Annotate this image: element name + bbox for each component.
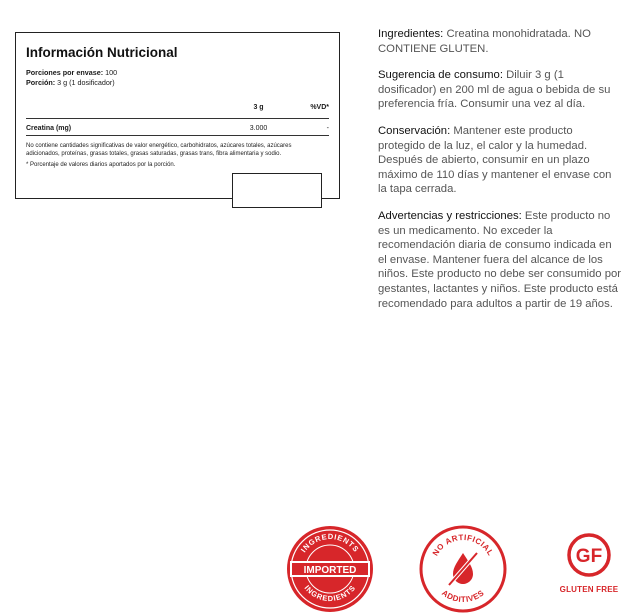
gluten-free-label: GLUTEN FREE bbox=[559, 585, 619, 594]
storage-label: Conservación: bbox=[378, 124, 451, 137]
imported-center-text: IMPORTED bbox=[303, 565, 357, 576]
servings-info bbox=[26, 68, 329, 88]
gluten-free-icon bbox=[544, 523, 634, 615]
nutrition-note: No contiene cantidades significativas de valor energético, carbohidratos, azúcares totales, azúcares adicionados, proteínas, grasas totales, grasas saturadas, grasas trans, fibra alimentaria y sodio. bbox=[26, 143, 292, 157]
nutrition-row bbox=[26, 119, 329, 136]
usage-paragraph bbox=[378, 68, 622, 112]
servings-value: 100 bbox=[105, 68, 118, 77]
ingredients-paragraph bbox=[378, 27, 622, 56]
column-vd: %VD* bbox=[310, 104, 329, 111]
storage-paragraph bbox=[378, 124, 622, 197]
imported-bottom-text: INGREDIENTS bbox=[302, 583, 358, 604]
usage-text: Diluir 3 g (1 dosificador) en 200 ml de agua o bebida de su preferencia fría. Consumir una vez al día. bbox=[378, 69, 611, 111]
imported-ingredients-seal-icon bbox=[284, 523, 376, 615]
nutrient-name: Creatina (mg) bbox=[26, 125, 72, 132]
column-amount: 3 g bbox=[253, 104, 264, 111]
noart-bottom-text: ADDITIVES bbox=[440, 588, 486, 605]
nutrition-title: Información Nutricional bbox=[26, 45, 178, 60]
nutrient-vd: - bbox=[326, 125, 329, 132]
nutrient-amount: 3.000 bbox=[249, 125, 268, 132]
product-info bbox=[378, 27, 622, 323]
portion-label: Porción: bbox=[26, 78, 56, 87]
ingredients-text: Creatina monohidratada. NO CONTIENE GLUTEN. bbox=[378, 28, 591, 55]
blank-label-box bbox=[232, 173, 322, 208]
servings-label: Porciones por envase: bbox=[26, 68, 104, 77]
no-artificial-additives-icon bbox=[417, 523, 509, 615]
gf-mark: GF bbox=[575, 546, 603, 567]
noart-top-text: NO ARTIFICIAL bbox=[430, 532, 496, 558]
imported-top-text: INGREDIENTS bbox=[298, 531, 361, 555]
nutrition-footnote: * Porcentaje de valores diarios aportados por la porción. bbox=[26, 162, 176, 168]
warnings-paragraph bbox=[378, 209, 622, 311]
portion-value: 3 g (1 dosificador) bbox=[57, 78, 115, 87]
warnings-text: Este producto no es un medicamento. No exceder la recomendación diaria de consumo indicada en el envase. Mantener fuera del alcance de los niños. Este producto no debe ser consumido por gestantes, lactantes y niños. Este producto está recomendado para adultos a partir de 19 años. bbox=[378, 209, 622, 310]
storage-text: Mantener este producto protegido de la luz, el calor y la humedad. Después de abierto, consumir en un plazo máximo de 110 días y mantener el envase con la tapa cerrada. bbox=[378, 124, 612, 196]
ingredients-label: Ingredientes: bbox=[378, 28, 444, 40]
usage-label: Sugerencia de consumo: bbox=[378, 69, 503, 82]
warnings-label: Advertencias y restricciones: bbox=[378, 209, 522, 222]
nutrition-header-row bbox=[26, 104, 329, 119]
